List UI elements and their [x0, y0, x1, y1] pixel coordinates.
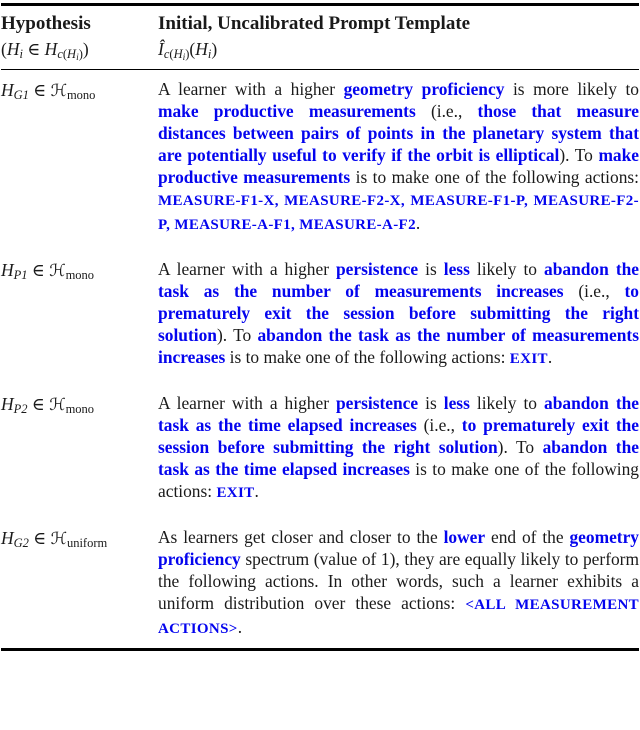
table-body [1, 70, 639, 648]
text-segment-plain: ∈ [28, 528, 51, 549]
text-segment-plain: is [418, 393, 444, 414]
text-segment-em: make productive measurements [158, 101, 416, 122]
text-segment-plain: is to make one of the following actions: [158, 459, 639, 502]
text-segment-em: persistence [336, 393, 419, 414]
text-segment-plain: ( [189, 38, 196, 59]
hypothesis-label-hg2 [1, 526, 158, 550]
text-segment-em: geometry proficiency [343, 79, 505, 100]
text-segment-plain: ). To [216, 325, 258, 346]
text-segment-subit: i [207, 46, 212, 61]
text-segment-subit: H [173, 46, 183, 61]
text-segment-plain: ). To [497, 437, 543, 458]
text-segment-action: <ALL MEASUREMENT ACTIONS> [158, 597, 639, 638]
header-cell-hypothesis [1, 12, 158, 62]
text-segment-sub: ( [62, 46, 68, 61]
text-segment-em: to prematurely exit the session before submitting the right solution [158, 281, 639, 346]
hypothesis-label-hp1 [1, 258, 158, 282]
text-segment-it: H [1, 260, 14, 281]
text-segment-plain: ) [82, 38, 89, 59]
text-segment-it: H [1, 528, 14, 549]
text-segment-cal: ℋ [49, 395, 66, 415]
table-header-row [1, 6, 639, 69]
text-segment-em: persistence [336, 259, 419, 280]
text-segment-sub: uniform [66, 536, 108, 551]
text-segment-plain: . [547, 347, 553, 368]
hypothesis-label-hp2 [1, 392, 158, 416]
text-segment-plain: A learner with a higher [158, 259, 336, 280]
hypothesis-label-hg1 [1, 78, 158, 102]
text-segment-subsub: i [182, 52, 186, 63]
table-row-hp1 [1, 258, 639, 370]
header-hypothesis-math [1, 37, 158, 62]
text-segment-it: H [1, 394, 14, 415]
text-segment-plain: ( [1, 38, 7, 59]
text-segment-action: MEASURE-F1-X, MEASURE-F2-X, MEASURE-F1-P, MEASURE-F2-P, MEASURE-A-F1, MEASURE-A-F2 [158, 193, 639, 234]
text-segment-it: H [44, 38, 58, 59]
text-segment-plain: (i.e., [415, 101, 478, 122]
text-segment-it: H [1, 80, 14, 101]
text-segment-subit: i [19, 46, 23, 61]
prompt-text-hp1 [158, 258, 639, 370]
text-segment-sub: ) [78, 46, 83, 61]
table-row-hp2 [1, 392, 639, 504]
header-hypothesis-title: Hypothesis [1, 12, 91, 34]
text-segment-plain: . [237, 617, 243, 638]
table-row-hg1 [1, 78, 639, 236]
text-segment-em: those that measure distances between pairs of points in the planetary system that are potentially useful to verify if the orbit is elliptical [158, 101, 639, 166]
text-segment-plain: ∈ [27, 394, 50, 415]
text-segment-sub: mono [66, 88, 96, 103]
header-template-math [158, 37, 639, 62]
text-segment-sub: ) [185, 46, 190, 61]
text-segment-action: EXIT [509, 351, 548, 368]
text-segment-plain: likely to [469, 259, 545, 280]
text-segment-plain: . [415, 213, 421, 234]
text-segment-plain: is more likely to [504, 79, 639, 100]
text-segment-plain: end of the [485, 527, 570, 548]
text-segment-it: Î [158, 38, 164, 59]
text-segment-cal: ℋ [50, 529, 67, 549]
text-segment-sub: mono [65, 402, 95, 417]
text-segment-plain: A learner with a higher [158, 79, 344, 100]
text-segment-it: H [195, 38, 208, 59]
text-segment-plain: (i.e., [563, 281, 625, 302]
text-segment-plain: ) [211, 38, 218, 59]
text-segment-em: abandon the task as the number of measurements increases [158, 259, 640, 302]
text-segment-em: to prematurely exit the session before submitting the right solution [158, 415, 639, 458]
table-bottom-rule [1, 648, 639, 651]
text-segment-subit: P1 [13, 268, 28, 283]
text-segment-sub: mono [65, 268, 95, 283]
text-segment-plain: ∈ [28, 80, 51, 101]
text-segment-cal: ℋ [50, 81, 67, 101]
header-template-title: Initial, Uncalibrated Prompt Template [158, 12, 471, 34]
text-segment-em: abandon the task as the time elapsed increases [158, 437, 639, 480]
text-segment-subit: P2 [13, 402, 28, 417]
text-segment-subit: G2 [13, 536, 29, 551]
text-segment-plain: (i.e., [416, 415, 462, 436]
text-segment-em: abandon the task as the time elapsed increases [158, 393, 640, 436]
text-segment-plain: ∈ [22, 38, 45, 59]
text-segment-em: less [443, 259, 470, 280]
text-segment-em: abandon the task as the number of measurements increases [158, 325, 639, 368]
text-segment-plain: is to make one of the following actions: [225, 347, 510, 368]
table-row-hg2 [1, 526, 639, 640]
text-segment-em: geometry proficiency [158, 527, 639, 570]
text-segment-subit: c [57, 46, 63, 61]
text-segment-subsub: i [76, 52, 79, 63]
text-segment-plain: A learner with a higher [158, 393, 336, 414]
text-segment-plain: is [418, 259, 444, 280]
hypothesis-prompt-table [0, 3, 640, 651]
text-segment-plain: As learners get closer and closer to the [158, 527, 444, 548]
text-segment-sub: ( [169, 46, 174, 61]
text-segment-plain: . [254, 481, 259, 502]
text-segment-action: EXIT [216, 485, 255, 502]
text-segment-subit: c [163, 46, 170, 61]
text-segment-em: make productive measurements [158, 145, 640, 188]
prompt-text-hg2 [158, 526, 639, 640]
header-cell-template [158, 12, 639, 62]
text-segment-plain: ). To [559, 145, 599, 166]
text-segment-plain: likely to [469, 393, 545, 414]
text-segment-subit: G1 [13, 88, 29, 103]
text-segment-em: less [443, 393, 470, 414]
prompt-text-hp2 [158, 392, 639, 504]
text-segment-subit: H [67, 46, 77, 61]
text-segment-cal: ℋ [49, 261, 66, 281]
text-segment-plain: is to make one of the following actions: [350, 167, 639, 188]
text-segment-it: H [6, 38, 20, 59]
text-segment-em: lower [443, 527, 486, 548]
prompt-text-hg1 [158, 78, 639, 236]
text-segment-plain: ∈ [27, 260, 50, 281]
text-segment-plain: spectrum (value of 1), they are equally likely to perform the following actions. In other words, such a learner exhibits a uniform distribution over these actions: [158, 549, 639, 614]
